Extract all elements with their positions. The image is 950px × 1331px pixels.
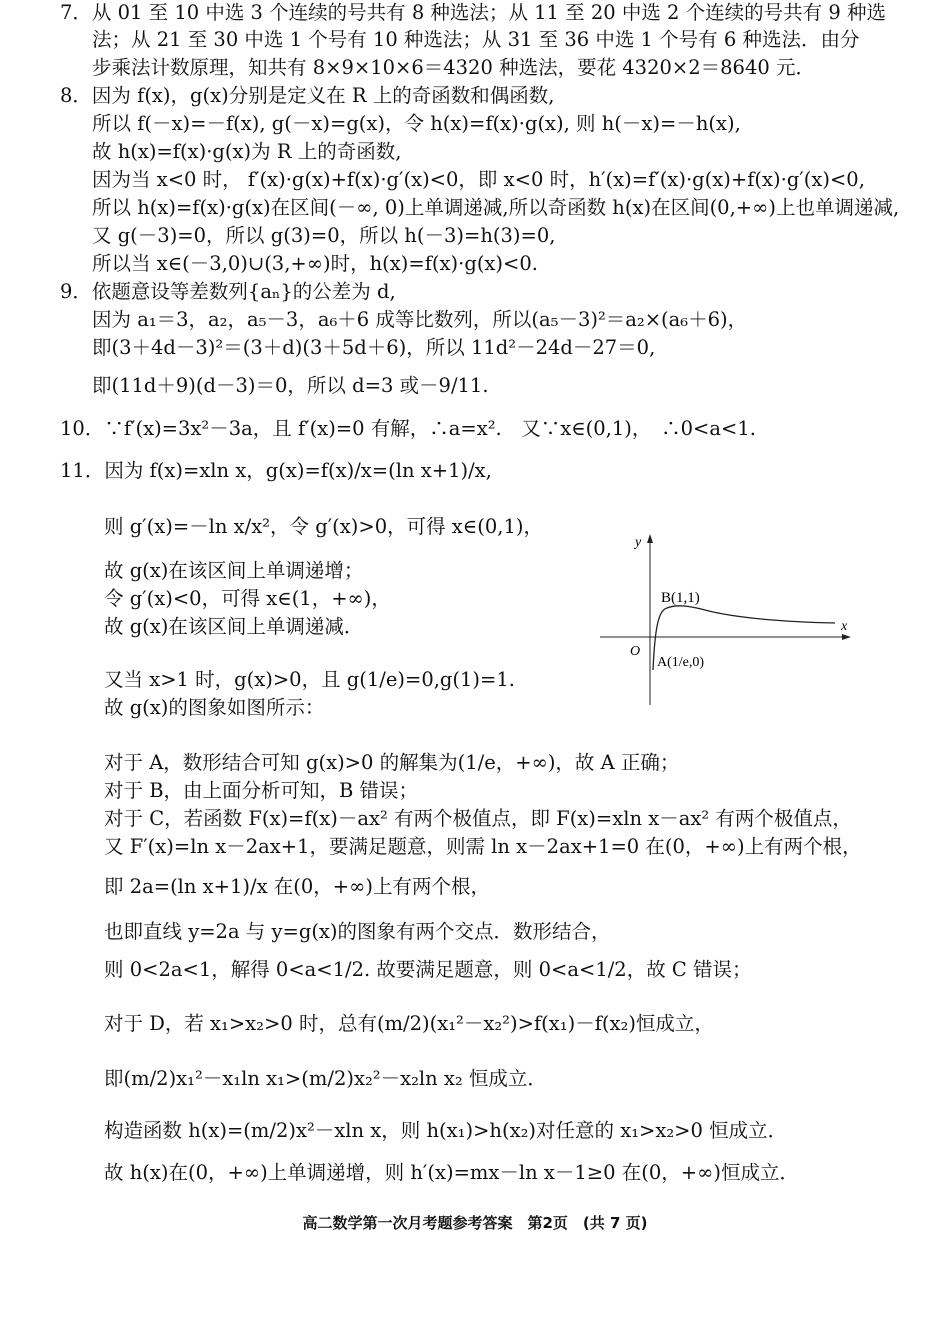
text-line: 又 g(－3)=0，所以 g(3)=0，所以 h(－3)=h(3)=0, <box>92 224 556 247</box>
point-b-label: B(1,1) <box>661 590 700 606</box>
text-line: 故 g(x)的图象如图所示： <box>104 696 325 719</box>
text-line: 因为当 x<0 时， f′(x)·g(x)+f(x)·g′(x)<0，即 x<0 时，h′(x)=f′(x)·g(x)+f(x)·g′(x)<0, <box>92 168 865 191</box>
x-axis-arrow-icon <box>842 634 851 640</box>
text-line: 9．依题意设等差数列{aₙ}的公差为 d, <box>60 280 396 303</box>
text-line: 法；从 21 至 30 中选 1 个号有 10 种选法；从 31 至 36 中选 1 个号有 6 种选法．由分 <box>92 28 860 51</box>
text-line: 所以 f(－x)=－f(x), g(－x)=g(x)，令 h(x)=f(x)·g(x), 则 h(－x)=－h(x), <box>92 112 741 135</box>
text-line: 7．从 01 至 10 中选 3 个连续的号共有 8 种选法；从 11 至 20 中选 2 个连续的号共有 9 种选 <box>60 1 886 24</box>
text-line: 所以当 x∈(－3,0)∪(3,+∞)时，h(x)=f(x)·g(x)<0. <box>92 252 538 275</box>
text-line: 8．因为 f(x)，g(x)分别是定义在 R 上的奇函数和偶函数, <box>60 84 555 107</box>
text-line: 因为 a₁＝3，a₂，a₅－3，a₆＋6 成等比数列，所以(a₅－3)²＝a₂×(a₆＋6)， <box>92 308 748 331</box>
text-line: 11．因为 f(x)=xln x，g(x)=f(x)/x=(ln x+1)/x, <box>60 459 492 482</box>
y-axis-arrow-icon <box>647 534 653 543</box>
text-line: 令 g′(x)<0，可得 x∈(1，+∞)， <box>104 587 391 610</box>
text-line: 故 g(x)在该区间上单调递增； <box>104 559 364 582</box>
text-line: 即(11d＋9)(d－3)＝0，所以 d=3 或－9/11. <box>92 374 489 397</box>
text-line: 所以 h(x)=f(x)·g(x)在区间(－∞, 0)上单调递减,所以奇函数 h(x)在区间(0,+∞)上也单调递减, <box>92 196 900 219</box>
text-line: 对于 B，由上面分析可知，B 错误； <box>104 779 419 802</box>
page-footer: 高二数学第一次月考题参考答案 第2页 (共 7 页) <box>302 1214 648 1232</box>
text-line: 又 F′(x)=ln x－2ax+1，要满足题意，则需 ln x－2ax+1=0 在(0，+∞)上有两个根， <box>104 835 862 858</box>
point-a-label: A(1/e,0) <box>657 655 705 670</box>
text-line: 也即直线 y=2a 与 y=g(x)的图象有两个交点．数形结合， <box>104 920 611 943</box>
origin-label: O <box>630 644 641 659</box>
text-line: 则 g′(x)=－ln x/x²，令 g′(x)>0，可得 x∈(0,1)， <box>104 515 543 538</box>
x-axis-label: x <box>841 619 848 634</box>
text-line: 则 0<2a<1，解得 0<a<1/2. 故要满足题意，则 0<a<1/2，故 C 错误； <box>104 958 752 981</box>
function-graph <box>595 530 855 710</box>
text-line: 即 2a=(ln x+1)/x 在(0，+∞)上有两个根， <box>104 875 490 898</box>
text-line: 对于 A，数形结合可知 g(x)>0 的解集为(1/e，+∞)，故 A 正确； <box>104 751 680 774</box>
y-axis-label: y <box>635 535 642 550</box>
text-line: 构造函数 h(x)=(m/2)x²－xln x，则 h(x₁)>h(x₂)对任意的 x₁>x₂>0 恒成立． <box>104 1119 788 1142</box>
text-line: 步乘法计数原理，知共有 8×9×10×6＝4320 种选法，要花 4320×2＝8640 元． <box>92 56 815 79</box>
text-line: 即(m/2)x₁²－x₁ln x₁>(m/2)x₂²－x₂ln x₂ 恒成立． <box>104 1067 547 1090</box>
text-line: 故 g(x)在该区间上单调递减． <box>104 615 364 638</box>
text-line: 对于 C，若函数 F(x)=f(x)－ax² 有两个极值点，即 F(x)=xln x－ax² 有两个极值点， <box>104 807 852 830</box>
text-line: 又当 x>1 时，g(x)>0，且 g(1/e)=0,g(1)=1. <box>104 668 515 691</box>
text-line: 故 h(x)在(0，+∞)上单调递增，则 h′(x)=mx－ln x－1≥0 在(0，+∞)恒成立． <box>104 1161 799 1184</box>
text-line: 对于 D，若 x₁>x₂>0 时，总有(m/2)(x₁²－x₂²)>f(x₁)－f(x₂)恒成立， <box>104 1012 714 1035</box>
text-line: 故 h(x)=f(x)·g(x)为 R 上的奇函数, <box>92 140 402 163</box>
text-line: 即(3＋4d－3)²＝(3＋d)(3＋5d＋6)，所以 11d²－24d－27＝0, <box>92 336 656 359</box>
text-line: 10．∵f′(x)=3x²－3a，且 f′(x)=0 有解，∴a=x². 又∵x∈(0,1)， ∴0<a<1. <box>60 417 756 440</box>
